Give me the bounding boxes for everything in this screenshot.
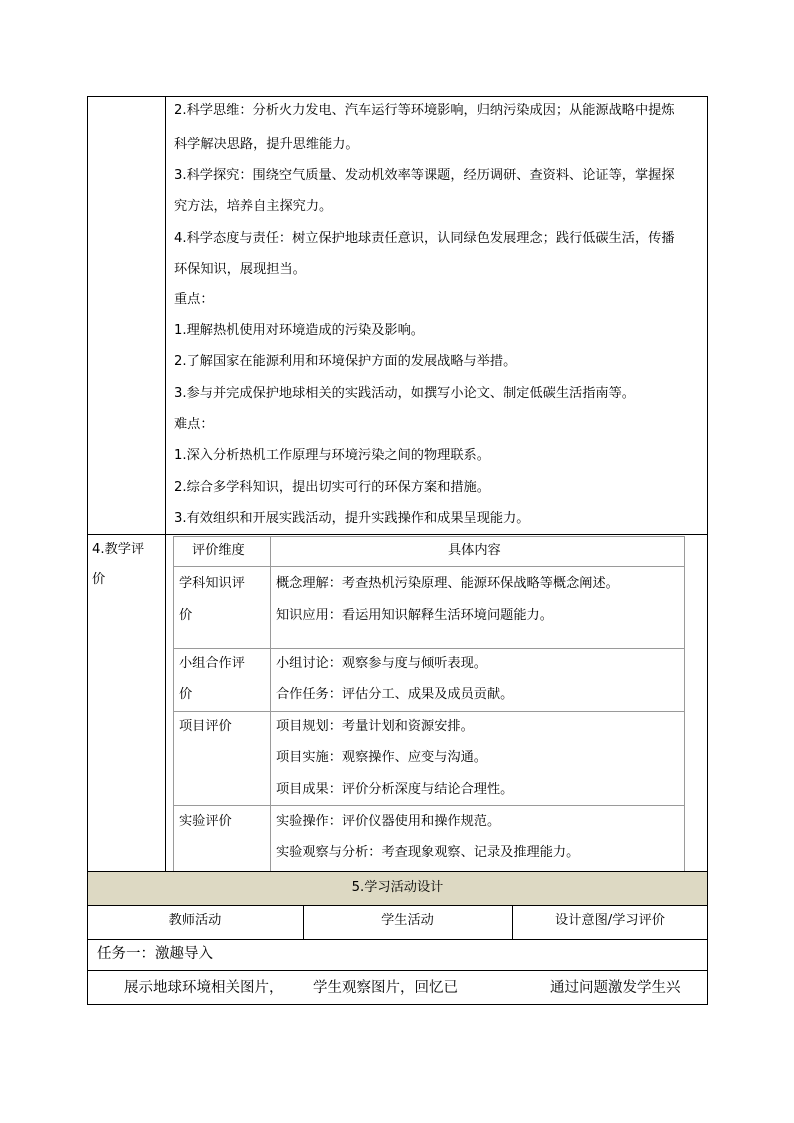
eval-grid-row-2-bottom: [173, 711, 685, 712]
design-intent-1: 通过问题激发学生兴: [550, 980, 681, 996]
eval-row-3-item-1: 项目规划：考量计划和资源安排。: [276, 719, 474, 734]
eval-row-2-item-1: 小组讨论：观察参与度与倾听表现。: [276, 656, 487, 671]
objective-3-line-2: 究方法，培养自主探究力。: [174, 199, 333, 214]
student-activity-1: 学生观察图片，回忆已: [313, 980, 458, 996]
difficult-point-1: 1.深入分析热机工作原理与环境污染之间的物理联系。: [174, 448, 490, 463]
difficult-point-3: 3.有效组织和开展实践活动，提升实践操作和成果呈现能力。: [174, 511, 530, 526]
row-divider-task1: [87, 939, 708, 940]
objective-2-line-1: 2.科学思维：分析火力发电、汽车运行等环境影响，归纳污染成因；从能源战略中提炼: [174, 103, 675, 118]
col-header-student: 学生活动: [381, 913, 434, 928]
eval-grid-header-bottom: [173, 566, 685, 567]
col-header-intent: 设计意图/学习评价: [555, 913, 665, 928]
eval-row-1-dimension-line-2: 价: [179, 608, 193, 623]
eval-row-4-dimension: 实验评价: [179, 814, 232, 829]
row-divider-activity-header: [87, 905, 708, 906]
objective-2-line-2: 科学解决思路，提升思维能力。: [174, 137, 359, 152]
eval-row-3-item-2: 项目实施：观察操作、应变与沟通。: [276, 750, 487, 765]
evaluation-label-line-2: 价: [92, 572, 106, 587]
eval-row-2-dimension-line-1: 小组合作评: [179, 656, 245, 671]
table-left-border: [87, 96, 88, 1004]
eval-row-3-dimension: 项目评价: [179, 719, 232, 734]
table-top-border: [87, 96, 708, 97]
objective-4-line-1: 4.科学态度与责任：树立保护地球责任意识，认同绿色发展理念；践行低碳生活，传播: [174, 231, 675, 246]
eval-row-3-item-3: 项目成果：评价分析深度与结论合理性。: [276, 782, 514, 797]
eval-row-2-dimension-line-2: 价: [179, 687, 193, 702]
eval-header-dimension: 评价维度: [192, 543, 245, 558]
eval-row-4-item-1: 实验操作：评价仪器使用和操作规范。: [276, 814, 501, 829]
table-right-border: [707, 96, 708, 1004]
evaluation-label-line-1: 4.教学评: [92, 542, 145, 557]
key-points-heading: 重点：: [174, 292, 214, 307]
key-point-3: 3.参与并完成保护地球相关的实践活动，如撰写小论文、制定低碳生活指南等。: [174, 386, 635, 401]
difficult-point-2: 2.综合多学科知识，提出切实可行的环保方案和措施。: [174, 480, 490, 495]
table-bottom-border: [87, 1004, 708, 1005]
eval-grid-middle: [270, 536, 271, 871]
objective-4-line-2: 环保知识，展现担当。: [174, 262, 306, 277]
eval-header-content: 具体内容: [448, 543, 501, 558]
eval-grid-right: [684, 536, 685, 871]
eval-row-1-item-1: 概念理解：考查热机污染原理、能源环保战略等概念阐述。: [276, 576, 619, 591]
eval-row-4-item-2: 实验观察与分析：考查现象观察、记录及推理能力。: [276, 845, 580, 860]
eval-grid-left: [173, 536, 174, 871]
teacher-activity-1: 展示地球环境相关图片，: [124, 980, 284, 996]
objective-3-line-1: 3.科学探究：围绕空气质量、发动机效率等课题，经历调研、查资料、论证等，掌握探: [174, 168, 675, 183]
key-point-2: 2.了解国家在能源利用和环境保护方面的发展战略与举措。: [174, 354, 517, 369]
eval-row-1-dimension-line-1: 学科知识评: [179, 576, 245, 591]
activity-design-title: 5.学习活动设计: [351, 880, 444, 895]
row-divider-task1-content: [87, 970, 708, 971]
difficult-points-heading: 难点：: [174, 417, 214, 432]
col-header-teacher: 教师活动: [168, 913, 222, 928]
key-point-1: 1.理解热机使用对环境造成的污染及影响。: [174, 323, 424, 338]
row-divider-evaluation: [87, 534, 708, 535]
eval-grid-row-1-bottom: [173, 648, 685, 649]
label-column-divider: [165, 96, 166, 871]
eval-row-2-item-2: 合作任务：评估分工、成果及成员贡献。: [276, 687, 514, 702]
task-1-title: 任务一：激趣导入: [97, 946, 213, 962]
eval-grid-row-3-bottom: [173, 805, 685, 806]
eval-grid-top: [173, 536, 685, 537]
eval-row-1-item-2: 知识应用：看运用知识解释生活环境问题能力。: [276, 608, 553, 623]
